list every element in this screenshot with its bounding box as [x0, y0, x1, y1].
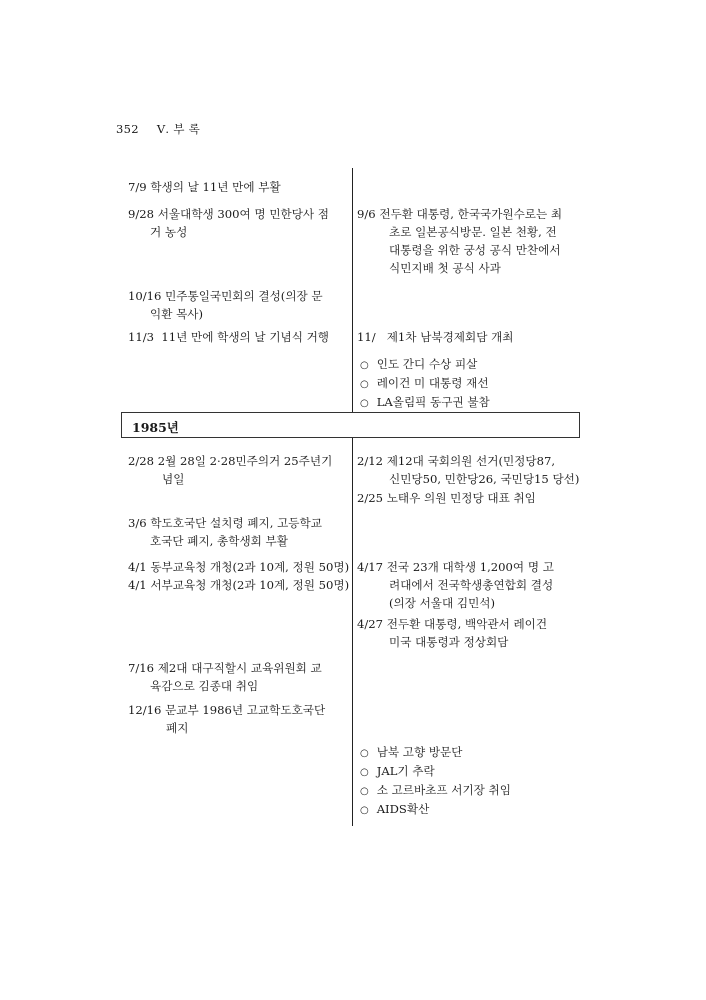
bullet-circle-icon: ○ [360, 360, 369, 371]
entry-text: 폐지 [166, 721, 189, 735]
timeline-entry [357, 328, 513, 346]
entry-text: 념일 [162, 472, 185, 486]
entry-text: 문교부 1986년 고교학도호국단 [165, 703, 326, 717]
timeline-entry [357, 615, 547, 651]
entry-date: 3/6 [128, 516, 147, 530]
timeline-entry [128, 205, 329, 241]
entry-date: 2/12 [357, 454, 384, 468]
entry-date: 9/6 [357, 207, 376, 221]
entry-text: 거 농성 [150, 225, 188, 239]
entry-text: 려대에서 전국학생총연합회 결성 [389, 578, 554, 592]
entry-text: 민주통일국민회의 결성(의장 문 [165, 289, 323, 303]
entry-text: 서부교육청 개청(2과 10계, 정원 50명) [150, 578, 350, 592]
timeline-entry [128, 701, 325, 737]
entry-date: 12/16 [128, 703, 162, 717]
entry-date: 11/3 [128, 330, 155, 344]
timeline-entry [128, 576, 349, 594]
timeline-entry [357, 205, 562, 277]
timeline-entry [357, 489, 536, 507]
entry-text: 서울대학생 300여 명 민한당사 점 [157, 207, 330, 221]
column-divider [352, 438, 353, 826]
entry-text: 제2대 대구직할시 교육위원회 교 [157, 661, 322, 675]
bullet-circle-icon: ○ [360, 805, 369, 816]
entry-text: 학생의 날 11년 만에 부활 [150, 180, 281, 194]
entry-text: 전두환 대통령, 백악관서 레이건 [386, 617, 548, 631]
entry-date: 10/16 [128, 289, 162, 303]
entry-text: 동부교육청 개청(2과 10계, 정원 50명) [150, 560, 350, 574]
world-event-item: ○ JAL기 추락 [360, 762, 435, 782]
page-number: 352 [116, 122, 139, 136]
entry-text: 육감으로 김종대 취임 [150, 679, 259, 693]
entry-text: 학도호국단 설치령 폐지, 고등학교 [150, 516, 322, 530]
world-event-item: ○ 남북 고향 방문단 [360, 743, 462, 763]
entry-date: 7/16 [128, 661, 155, 675]
world-event-item: ○ 인도 간디 수상 피살 [360, 355, 477, 375]
entry-text: 노태우 의원 민정당 대표 취임 [386, 491, 536, 505]
timeline-entry [357, 558, 554, 612]
entry-text: 호국단 폐지, 총학생회 부활 [150, 534, 288, 548]
section-title: Ⅴ. 부 록 [156, 122, 201, 136]
entry-text: 제1차 남북경제회담 개최 [386, 330, 514, 344]
entry-date: 4/27 [357, 617, 384, 631]
world-event-item: ○ LA올림픽 동구권 불참 [360, 393, 490, 413]
bullet-circle-icon: ○ [360, 767, 369, 778]
bullet-circle-icon: ○ [360, 398, 369, 409]
timeline-entry [128, 452, 332, 488]
entry-date: 4/1 [128, 578, 147, 592]
entry-date: 7/9 [128, 180, 147, 194]
year-header-box [121, 412, 580, 438]
entry-text: 제12대 국회의원 선거(민정당87, [386, 454, 556, 468]
entry-text: 전국 23개 대학생 1,200여 명 고 [386, 560, 554, 574]
timeline-entry [128, 328, 329, 346]
world-event-item: ○ 레이건 미 대통령 재선 [360, 374, 489, 394]
entry-date: 9/28 [128, 207, 155, 221]
bullet-circle-icon: ○ [360, 748, 369, 759]
entry-date: 11/ [357, 330, 376, 344]
timeline-entry [128, 514, 322, 550]
entry-date: 4/17 [357, 560, 384, 574]
entry-text: 미국 대통령과 정상회담 [389, 635, 509, 649]
column-divider [352, 168, 353, 412]
timeline-entry [357, 452, 579, 488]
timeline-entry [128, 659, 322, 695]
entry-date: 2/25 [357, 491, 384, 505]
entry-date: 2/28 [128, 454, 155, 468]
timeline-entry [128, 178, 281, 196]
timeline-entry [128, 558, 349, 576]
entry-text: 신민당50, 민한당26, 국민당15 당선) [389, 472, 580, 486]
world-event-item: ○ AIDS확산 [360, 800, 429, 820]
entry-text: 익환 목사) [150, 307, 204, 321]
entry-text: 전두환 대통령, 한국국가원수로는 최 [379, 207, 563, 221]
timeline-entry [128, 287, 323, 323]
entry-text: 식민지배 첫 공식 사과 [389, 261, 501, 275]
page-header [116, 121, 200, 137]
entry-text: 초로 일본공식방문. 일본 천황, 전 [389, 225, 557, 239]
bullet-circle-icon: ○ [360, 379, 369, 390]
world-event-item: ○ 소 고르바초프 서기장 취임 [360, 781, 511, 801]
entry-date: 4/1 [128, 560, 147, 574]
bullet-circle-icon: ○ [360, 786, 369, 797]
year-label: 1985년 [132, 420, 179, 435]
entry-text: 2월 28일 2·28민주의거 25주년기 [157, 454, 333, 468]
entry-text: 11년 만에 학생의 날 기념식 거행 [161, 330, 329, 344]
entry-text: 대통령을 위한 궁성 공식 만찬에서 [389, 243, 561, 257]
entry-text: (의장 서울대 김민석) [389, 596, 496, 610]
